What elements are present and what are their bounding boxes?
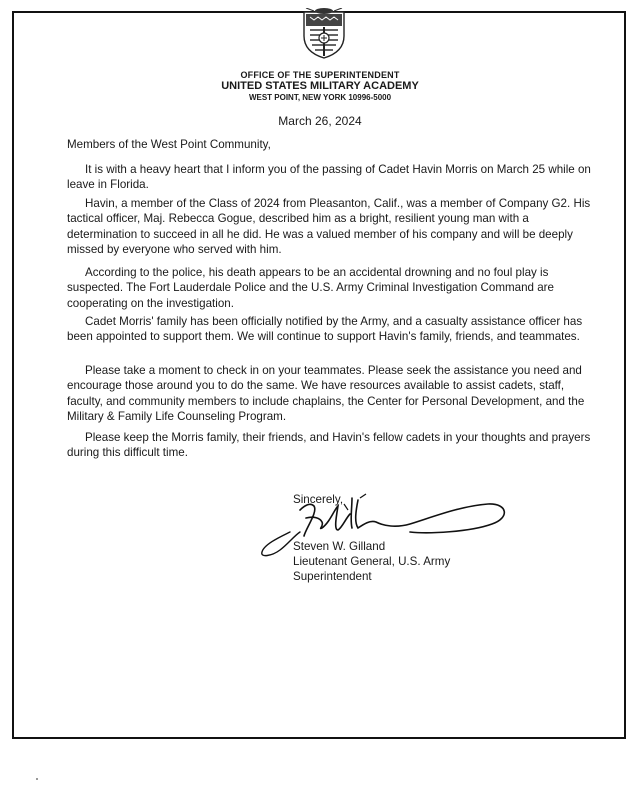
- signer-title: Superintendent: [293, 570, 372, 583]
- salutation: Members of the West Point Community,: [67, 138, 271, 151]
- signer-rank: Lieutenant General, U.S. Army: [293, 555, 451, 568]
- letter-date: March 26, 2024: [278, 114, 362, 128]
- paragraph-6: Please keep the Morris family, their friends, and Havin's fellow cadets in your thoughts and prayers during this difficult time.: [67, 431, 591, 460]
- letterhead-address: WEST POINT, NEW YORK 10996-5000: [248, 93, 392, 102]
- paragraph-4: Cadet Morris' family has been officially notified by the Army, and a casualty assistance officer has been appointed to support them. We will continue to support Havin's family, friends, and teammates.: [67, 315, 583, 344]
- scan-speck: [36, 778, 38, 780]
- paragraph-5: Please take a moment to check in on your teammates. Please seek the assistance you need and encourage those around you to do the same. We have resources available to assist cadets, staff, faculty, and community members to include chaplains, the Center for Personal Development, and the Military & Family Life Counseling Program.: [67, 364, 585, 423]
- paragraph-3: According to the police, his death appears to be an accidental drowning and no foul play is suspected. The Fort Lauderdale Police and the U.S. Army Criminal Investigation Command are cooperating on the investigation.: [67, 266, 554, 310]
- signer-name: Steven W. Gilland: [293, 540, 386, 553]
- letterhead-office: OFFICE OF THE SUPERINTENDENT: [240, 70, 400, 80]
- closing: Sincerely,: [293, 493, 344, 506]
- paragraph-1: It is with a heavy heart that I inform you of the passing of Cadet Havin Morris on March 25 while on leave in Florida.: [67, 163, 591, 192]
- letterhead-institution: UNITED STATES MILITARY ACADEMY: [221, 80, 419, 92]
- paragraph-2: Havin, a member of the Class of 2024 from Pleasanton, Calif., was a member of Company G2. His tactical officer, Maj. Rebecca Gogue, described him as a bright, resilient young man with a determination to succeed in all he did. He was a valued member of his company and will be deeply missed by everyone who served with him.: [67, 197, 591, 256]
- academy-crest-icon: [296, 8, 352, 60]
